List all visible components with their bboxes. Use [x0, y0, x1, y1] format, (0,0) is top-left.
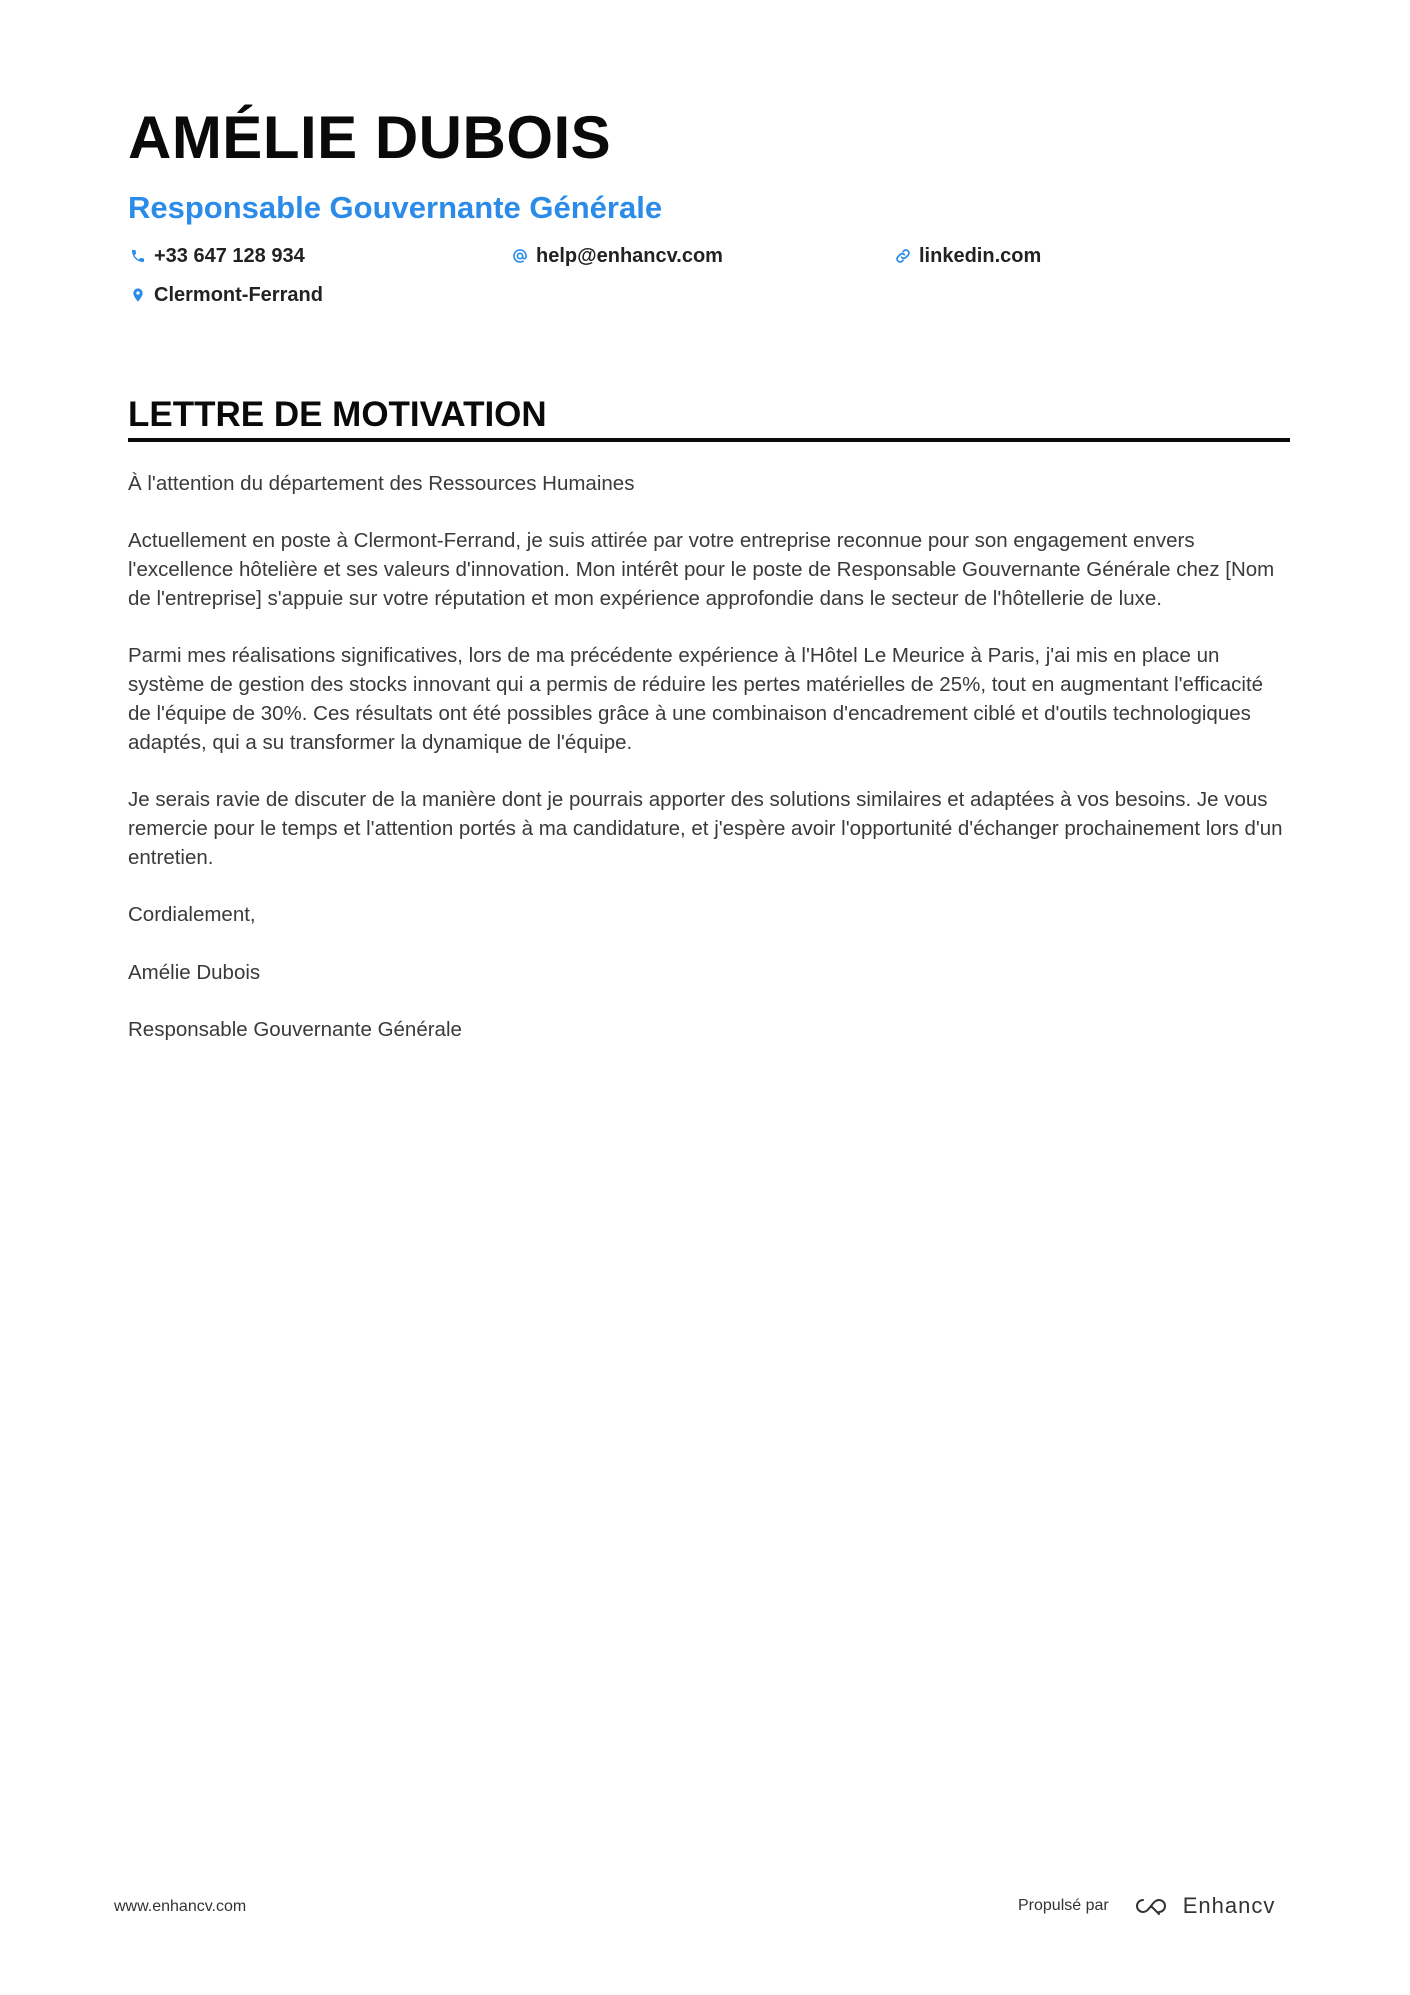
- candidate-title: Responsable Gouvernante Générale: [128, 190, 663, 225]
- link-icon: [895, 248, 911, 264]
- location-pin-icon: [130, 287, 146, 303]
- contact-linkedin-text: linkedin.com: [919, 245, 1042, 267]
- contact-location-text: Clermont-Ferrand: [154, 284, 323, 306]
- contact-location: [130, 285, 323, 305]
- enhancv-brand: Enhancv: [1182, 1893, 1276, 1918]
- contact-phone: [130, 246, 305, 266]
- powered-by-label: Propulsé par: [1018, 1897, 1109, 1914]
- candidate-name: AMÉLIE DUBOIS: [128, 104, 612, 171]
- enhancv-logo: [1129, 1893, 1276, 1919]
- letter-body: [128, 470, 1290, 1073]
- footer-powered-by: [1018, 1893, 1275, 1919]
- section-title: LETTRE DE MOTIVATION: [128, 395, 547, 434]
- at-icon: [512, 248, 528, 264]
- letter-closing: Cordialement,: [128, 903, 256, 927]
- letter-paragraph: Actuellement en poste à Clermont-Ferrand, je suis attirée par votre entreprise reconnue pour son engagement envers l'excellence hôtelière et ses valeurs d'innovation. Mon intérêt pour le poste de Responsable Gouvernante Générale chez [Nom de l'entreprise] s'appuie sur votre réputation et mon expérience approfondie dans le secteur de l'hôtellerie de luxe.: [128, 529, 1275, 610]
- contact-email: [512, 246, 723, 266]
- letter-paragraph: Parmi mes réalisations significatives, lors de ma précédente expérience à l'Hôtel Le Meurice à Paris, j'ai mis en place un système de gestion des stocks innovant qui a permis de réduire les pertes matérielles de 25%, tout en augmentant l'efficacité de l'équipe de 30%. Ces résultats ont été possibles grâce à une combinaison d'encadrement ciblé et d'outils technologiques adaptés, qui a su transformer la dynamique de l'équipe.: [128, 644, 1264, 754]
- footer-url[interactable]: www.enhancv.com: [114, 1898, 247, 1915]
- section-divider: [128, 438, 1290, 442]
- contact-phone-text: +33 647 128 934: [154, 245, 305, 267]
- letter-recipient: À l'attention du département des Ressources Humaines: [128, 472, 635, 495]
- enhancv-logo-icon: [1129, 1894, 1173, 1918]
- letter-signature-name: Amélie Dubois: [128, 960, 261, 984]
- letter-signature-title: Responsable Gouvernante Générale: [128, 1017, 462, 1041]
- phone-icon: [130, 248, 146, 264]
- contact-linkedin: [895, 246, 1041, 266]
- contact-email-text: help@enhancv.com: [536, 245, 723, 267]
- letter-paragraph: Je serais ravie de discuter de la manière dont je pourrais apporter des solutions similaires et adaptées à vos besoins. Je vous remercie pour le temps et l'attention portés à ma candidature, et j'espère avoir l'opportunité d'échanger prochainement lors d'un entretien.: [128, 788, 1283, 869]
